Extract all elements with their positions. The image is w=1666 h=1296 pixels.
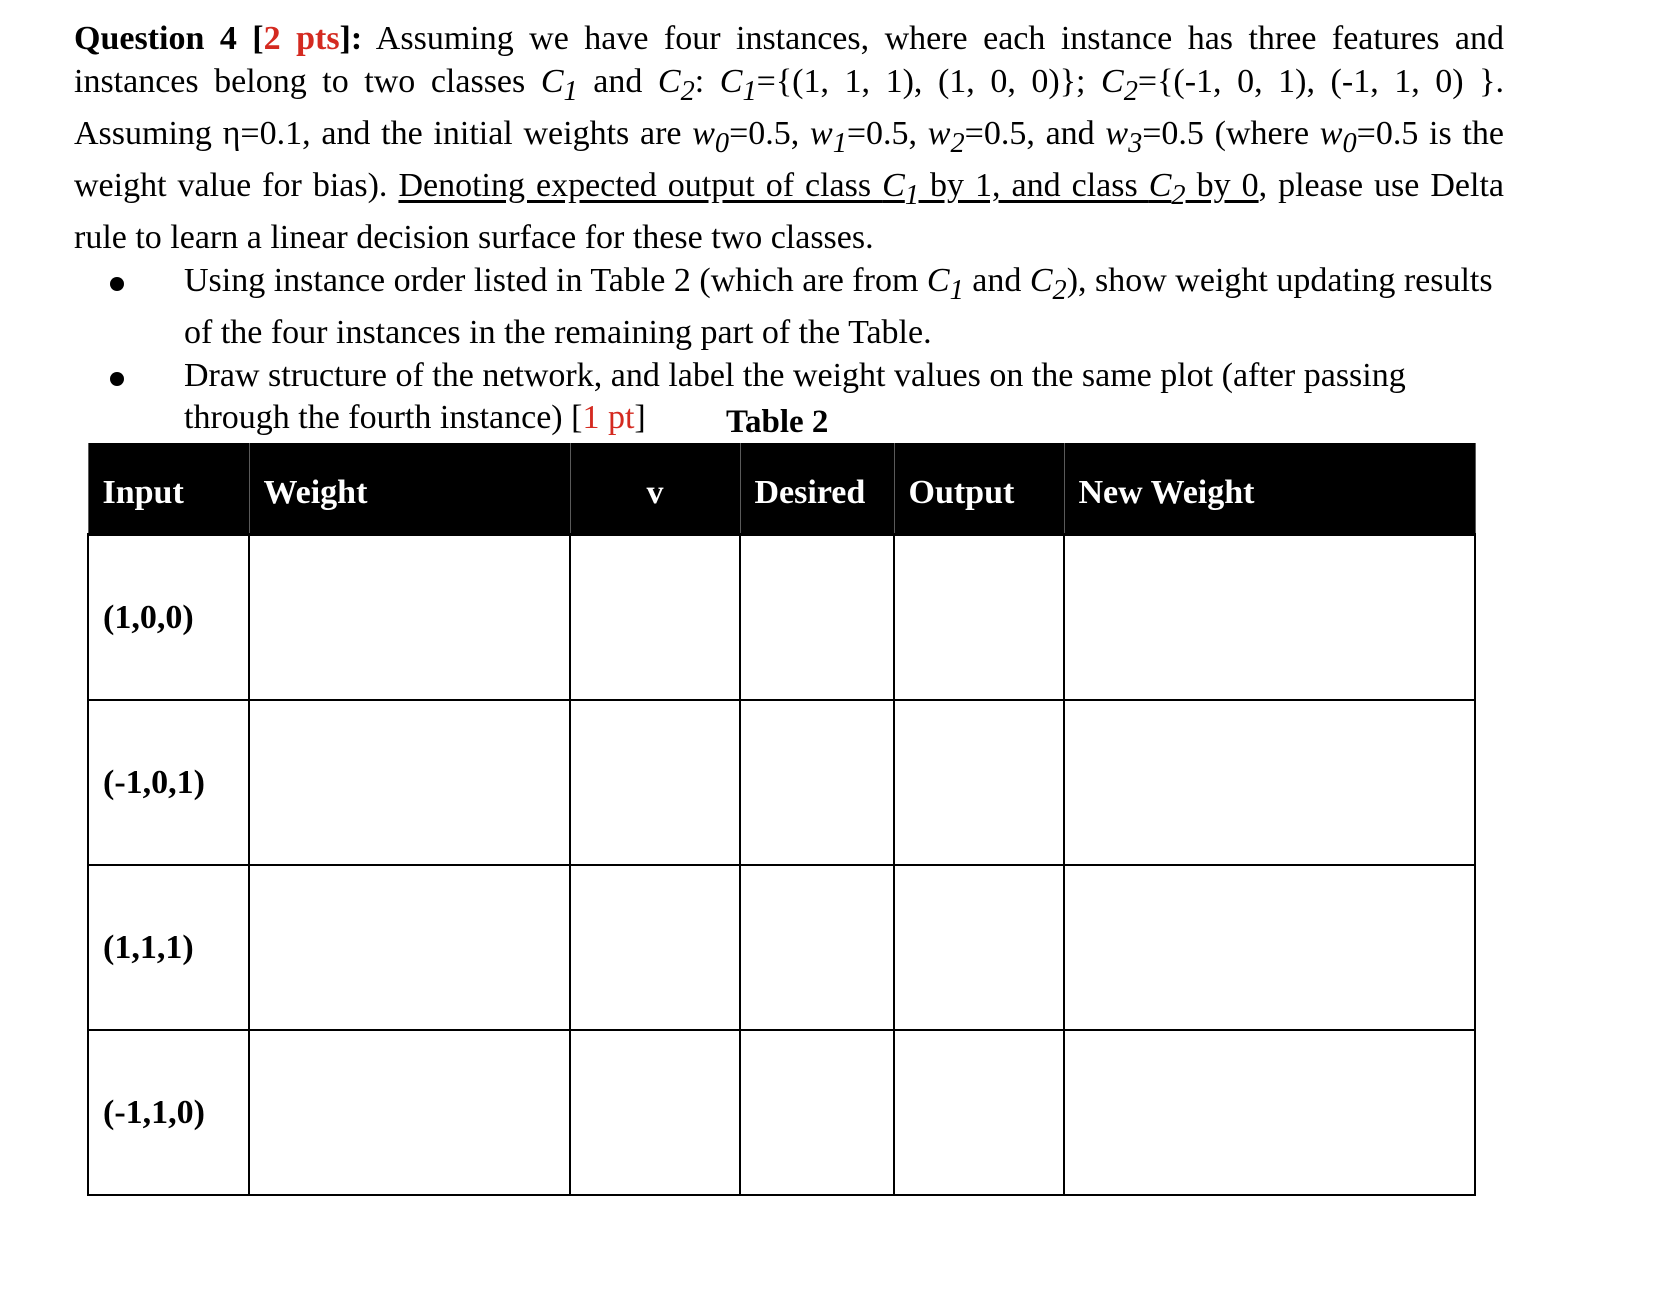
v-cell[interactable]: [570, 1030, 740, 1195]
input-cell: (1,0,0): [88, 535, 249, 701]
underlined-instruction: Denoting expected output of class $C_1$ by 1, and class $C_2$ by 0: [398, 167, 1259, 211]
new-weight-cell[interactable]: [1064, 700, 1475, 865]
new-weight-cell[interactable]: [1064, 1030, 1475, 1195]
question-points: 2 pts: [263, 20, 340, 57]
header-output: Output: [894, 443, 1064, 535]
header-desired: Desired: [740, 443, 894, 535]
question-text: [74, 18, 1504, 440]
weight-cell[interactable]: [249, 865, 570, 1030]
output-cell[interactable]: [894, 535, 1064, 701]
weight-cell[interactable]: [249, 700, 570, 865]
task-item-2: Draw structure of the network, and label the weight values on the same plot (after passing through the fourth instance) [1 pt]: [184, 355, 1504, 440]
weight-update-table: [87, 443, 1476, 1196]
table-header-row: [88, 443, 1475, 535]
output-cell[interactable]: [894, 1030, 1064, 1195]
header-weight: Weight: [249, 443, 570, 535]
weight-cell[interactable]: [249, 535, 570, 701]
new-weight-cell[interactable]: [1064, 865, 1475, 1030]
table-row: [88, 1030, 1475, 1195]
header-v: v: [570, 443, 740, 535]
desired-cell[interactable]: [740, 1030, 894, 1195]
v-cell[interactable]: [570, 700, 740, 865]
table-row: [88, 865, 1475, 1030]
new-weight-cell[interactable]: [1064, 535, 1475, 701]
weight-cell[interactable]: [249, 1030, 570, 1195]
table-row: [88, 535, 1475, 701]
question-paragraph: Question 4 [2 pts]: Assuming we have four instances, where each instance has three features and instances belong to two classes $C_1$ and $C_2$: $C_1=\{(1$, 1, 1), (1, 0, 0)}; $C_2=\{(-1$, 0, 1), (-1, 1, 0) }. Assuming η=0.1, and the initial weights are $w_0=0.5$, $w_1=0.5$, $w_2=0.5$, and $w_3=0.5$ (where $w_0=0.5$ is the weight value for bias). Denoting expected output of class $C_1$ by 1, and class $C_2$ by 0, please use Delta rule to learn a linear decision surface for these two classes.: [74, 20, 1505, 257]
table-caption: Table 2: [726, 404, 829, 440]
task-points: 1 pt: [582, 399, 635, 437]
header-new-weight: New Weight: [1064, 443, 1475, 535]
output-cell[interactable]: [894, 700, 1064, 865]
table-row: [88, 700, 1475, 865]
header-input: Input: [88, 443, 249, 535]
input-cell: (1,1,1): [88, 865, 249, 1030]
bullet-icon: [110, 372, 124, 386]
desired-cell[interactable]: [740, 535, 894, 701]
question-label: Question 4: [74, 20, 237, 57]
v-cell[interactable]: [570, 865, 740, 1030]
task-item-1: Using instance order listed in Table 2 (which are from $C_1$ and $C_2$), show weight updating results of the four instances in the remaining part of the Table.: [184, 260, 1504, 355]
output-cell[interactable]: [894, 865, 1064, 1030]
input-cell: (-1,0,1): [88, 700, 249, 865]
v-cell[interactable]: [570, 535, 740, 701]
input-cell: (-1,1,0): [88, 1030, 249, 1195]
bullet-icon: [110, 277, 124, 291]
desired-cell[interactable]: [740, 865, 894, 1030]
desired-cell[interactable]: [740, 700, 894, 865]
